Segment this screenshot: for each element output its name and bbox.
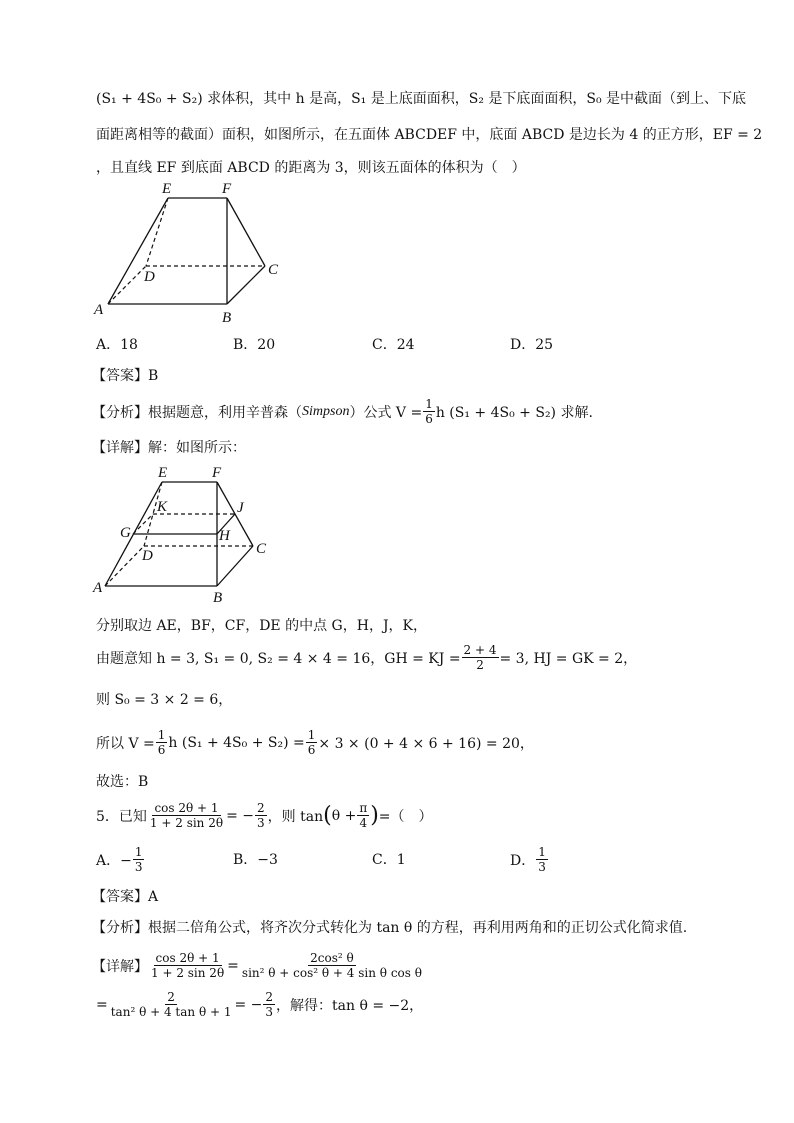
label-G: G	[120, 525, 131, 541]
label-B: B	[213, 590, 223, 604]
analysis-simpson: Simpson	[302, 403, 350, 419]
q5-stem-paren: θ +	[331, 807, 357, 824]
frac-den: 4	[359, 816, 368, 830]
label-H: H	[219, 528, 230, 544]
detail-text: 解：如图所示：	[148, 440, 246, 456]
q5-option-c: C．1	[372, 852, 406, 868]
q4-option-d: D．25	[510, 337, 554, 353]
q5-detail-line-1	[92, 951, 425, 980]
frac-den: 6	[307, 743, 316, 757]
frac-den: 1 + 2 sin 2θ	[149, 816, 224, 830]
solution-line-4-pre: 所以 V =	[96, 735, 155, 752]
frac-num: 1	[538, 845, 546, 859]
frac-num: π	[359, 801, 368, 815]
q5-stem-tan: ，则 tan	[267, 808, 324, 825]
label-F: F	[222, 181, 232, 197]
analysis-tag: 【分析】	[92, 404, 148, 421]
q5-option-a	[96, 845, 145, 874]
frac-den: 2	[476, 658, 484, 672]
detail-fraction-left	[149, 951, 226, 980]
intro-line-3: ，且直线 EF 到底面 ABCD 的距离为 3，则该五面体的体积为（ ）	[96, 160, 526, 176]
frac-num: 2	[167, 990, 175, 1004]
detail-fraction-right	[240, 951, 424, 980]
figure-pentahedron-2	[90, 462, 290, 604]
detail-tag: 【详解】	[92, 958, 148, 975]
frac-num: 2	[257, 801, 265, 815]
label-A: A	[94, 302, 104, 318]
solution-line-2-pre: 由题意知 h = 3, S₁ = 0, S₂ = 4 × 4 = 16，GH = KJ =	[96, 650, 461, 667]
label-C: C	[268, 262, 279, 278]
analysis-text-mid: ）公式 V =	[349, 404, 423, 421]
detail-two-thirds	[263, 990, 275, 1019]
label-B: B	[222, 310, 232, 326]
answer-tag: 【答案】	[92, 368, 148, 384]
equals: =	[227, 957, 239, 974]
frac-num: 1	[425, 397, 433, 411]
q5-main-fraction	[148, 801, 225, 830]
frac-den: 1 + 2 sin 2θ	[151, 966, 225, 980]
frac-den: 3	[134, 860, 143, 874]
q4-option-b: B．20	[233, 337, 276, 353]
detail-fraction-tan	[109, 990, 234, 1019]
solution-line-4-mid: h (S₁ + 4S₀ + S₂) =	[168, 734, 305, 751]
frac-num: cos 2θ + 1	[154, 801, 219, 815]
paren-close: )	[370, 802, 379, 828]
solution-line-4	[96, 728, 534, 757]
answer-value: B	[148, 368, 159, 384]
frac-den: 6	[425, 412, 433, 426]
q5-answer	[92, 886, 158, 906]
q5-option-a-pre: A．−	[96, 852, 132, 869]
frac-num: 1	[307, 728, 316, 742]
frac-num: 1	[157, 728, 166, 742]
q5-option-d-pre: D．	[510, 852, 536, 869]
detail-mid: = −	[234, 996, 263, 1013]
solution-line-2	[96, 643, 637, 672]
frac-num: 2 + 4	[463, 643, 497, 657]
fraction-one-third	[133, 845, 145, 874]
frac-num: 1	[134, 845, 143, 859]
answer-tag: 【答案】	[92, 889, 148, 905]
frac-den: 3	[538, 860, 546, 874]
label-D: D	[142, 548, 153, 564]
label-A: A	[93, 580, 103, 596]
q4-analysis	[92, 397, 593, 426]
analysis-formula-tail: h (S₁ + 4S₀ + S₂) 求解.	[435, 404, 593, 421]
label-C: C	[256, 541, 267, 557]
intro-line-2: 面距离相等的截面）面积，如图所示，在五面体 ABCDEF 中，底面 ABCD 是边长为 4 的正方形，EF = 2	[96, 127, 763, 143]
fraction-one-sixth	[423, 397, 435, 426]
q5-option-d	[510, 845, 549, 874]
label-E: E	[162, 181, 172, 197]
fraction-gh	[462, 643, 499, 672]
q4-detail	[92, 437, 246, 457]
fraction-one-third	[536, 845, 548, 874]
solution-line-5: 故选：B	[96, 774, 149, 790]
q5-stem-mid: = −	[226, 807, 255, 824]
figure-pentahedron-1	[90, 178, 300, 326]
q5-stem-end: =（ ）	[378, 808, 433, 825]
q5-pi-over-four	[357, 801, 369, 830]
q5-two-thirds	[255, 801, 267, 830]
frac-num: cos 2θ + 1	[155, 951, 220, 965]
label-K: K	[157, 499, 168, 515]
detail-post: ，解得：tan θ = −2，	[276, 997, 424, 1014]
analysis-text: 根据二倍角公式，将齐次分式转化为 tan θ 的方程，再利用两角和的正切公式化简求值.	[148, 920, 688, 936]
q5-stem-pre: 5．已知	[96, 808, 147, 825]
frac-den: 3	[257, 816, 265, 830]
q4-option-c: C．24	[372, 337, 415, 353]
frac-den: 3	[265, 1005, 274, 1019]
paren-open: (	[323, 802, 332, 828]
intro-line-1: (S₁ + 4S₀ + S₂) 求体积，其中 h 是高，S₁ 是上底面面积，S₂ 是下底面面积，S₀ 是中截面（到上、下底	[96, 91, 747, 107]
solution-line-4-post: × 3 × (0 + 4 × 6 + 16) = 20，	[318, 735, 534, 752]
q5-stem	[96, 801, 433, 830]
label-E: E	[158, 465, 168, 481]
q5-detail-line-2	[96, 990, 423, 1019]
label-D: D	[144, 269, 155, 285]
solution-line-2-post: = 3, HJ = GK = 2，	[499, 650, 638, 667]
fraction-one-sixth-2	[306, 728, 318, 757]
q5-option-b: B．−3	[233, 852, 278, 868]
fraction-one-sixth	[156, 728, 168, 757]
detail-tag: 【详解】	[92, 440, 148, 456]
frac-den: 6	[157, 743, 166, 757]
solution-line-1: 分别取边 AE，BF，CF，DE 的中点 G，H，J，K，	[96, 618, 428, 634]
answer-value: A	[148, 889, 159, 905]
q4-answer	[92, 365, 158, 385]
solution-line-3: 则 S₀ = 3 × 2 = 6，	[96, 692, 233, 708]
label-F: F	[212, 465, 222, 481]
frac-den: tan² θ + 4 tan θ + 1	[110, 1005, 232, 1019]
analysis-text-pre: 根据题意，利用辛普森（	[148, 404, 302, 421]
frac-num: 2cos² θ	[310, 951, 354, 965]
equals: =	[96, 996, 108, 1013]
q5-analysis	[92, 917, 687, 937]
frac-den: sin² θ + cos² θ + 4 sin θ cos θ	[241, 966, 422, 980]
q4-option-a: A．18	[96, 337, 138, 353]
label-J: J	[237, 500, 244, 516]
frac-num: 2	[265, 990, 274, 1004]
analysis-tag: 【分析】	[92, 920, 148, 936]
